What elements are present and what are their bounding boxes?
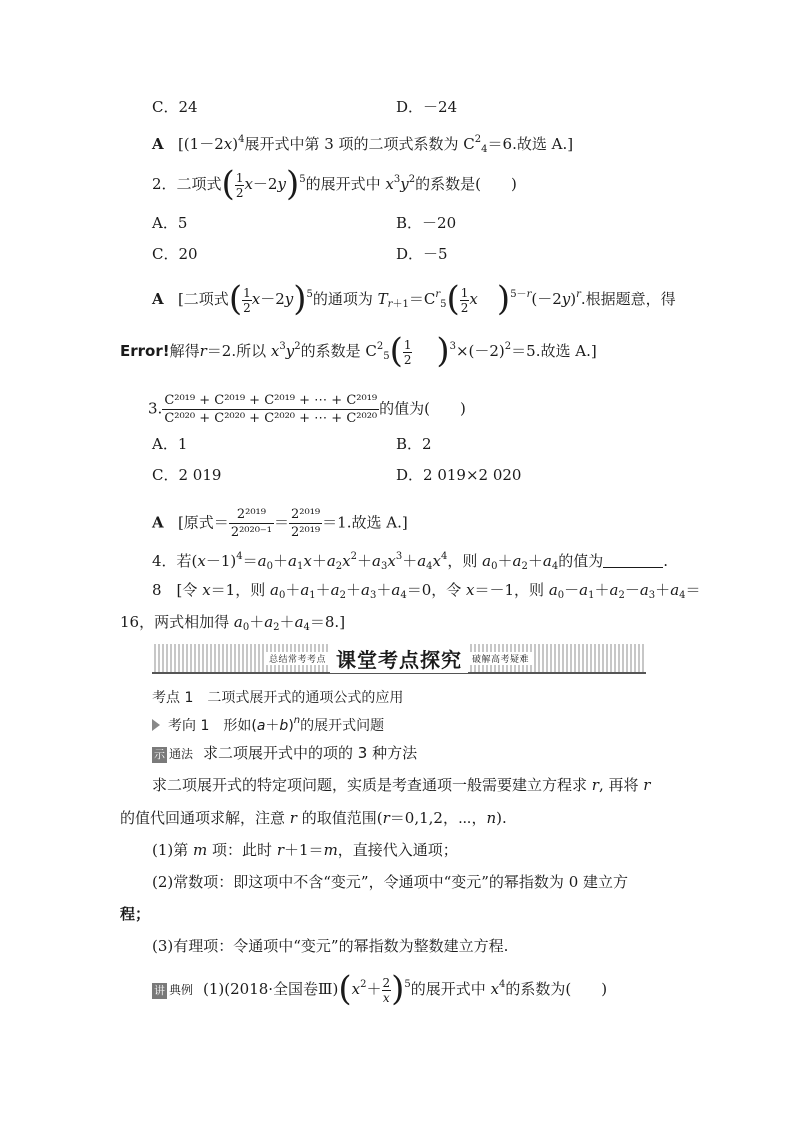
q2-answer-line1: A [二项式( $\frac{1}{2}$ x－2y)$^5$的通项为 $T_{r+1}=C^r_5$( $\frac{1}{2}$ x )$^{5-r}(-2y)^r$.根据题意，得 xyxy=(152,279,676,319)
example-line: 讲 典例 (1)(2018·全国卷$Ⅲ)(x^2+$ $\frac{2}{x}$ )$^5$的展开式中 $x^4$的系数为( ) xyxy=(154,969,608,1009)
option-c: C．24 xyxy=(152,98,198,116)
q3-option-b: B．2 xyxy=(396,435,432,453)
banner-right-text: 破解高考疑难 xyxy=(468,652,533,665)
q2-option-d: D．－5 xyxy=(396,245,448,263)
q3-option-d: D．2 019×2 020 xyxy=(396,466,522,484)
list-item-2-cont: 程； xyxy=(120,905,151,923)
q3-answer: A [原式＝ $\frac{\text{2²⁰¹⁹}}{\text{2²⁰²⁰⁻¹}}$ ＝ $\frac{\text{2²⁰¹⁹}}{\text{2²⁰¹⁹}}$ ＝1.故选 A.] xyxy=(152,507,408,540)
question-4: 4．若$(x-1)^4=a_0+a_1x+a_2x^2+a_3x^3+a_4x^4$，则 $a_0+a_2+a_4$的值为 . xyxy=(152,551,668,572)
list-item-1: (1)第 m 项：此时 r＋1＝m，直接代入通项； xyxy=(152,841,458,859)
q2-answer-line2: Error!解得r＝2.所以 $x^3y^2$的系数是 $C^2_5$( $\frac{1}{2}$ )$^3\times(-2)^2=5$.故选 A.] xyxy=(120,331,597,371)
method-heading: 示 通法 求二项展开式中的项的 3 种方法 xyxy=(154,744,418,762)
q2-option-b: B．－20 xyxy=(396,214,457,232)
section-title: 考点 1 二项式展开式的通项公式的应用 xyxy=(152,690,404,706)
subsection-title: 考向 1 形如$(a+b)^n$的展开式问题 xyxy=(152,711,384,736)
paragraph-1: 求二项展开式的特定项问题，实质是考查通项一般需要建立方程求 r, 再将 r xyxy=(152,776,651,794)
answer-blank xyxy=(603,553,663,568)
list-item-2: (2)常数项：即这项中不含“变元”，令通项中“变元”的幂指数为 0 建立方 xyxy=(152,873,629,891)
banner-left-text: 总结常考考点 xyxy=(265,652,330,665)
q4-answer-line2: 16，两式相加得 $a_0+a_2+a_4=8$.] xyxy=(120,613,346,633)
answer-1: A [$(1-2x)^4$展开式中第 3 项的二项式系数为 $C^2_4=6$.故选 A.] xyxy=(152,134,574,155)
example-tag-icon: 讲 xyxy=(154,984,165,997)
q2-option-c: C．20 xyxy=(152,245,198,263)
method-tag-icon: 示 xyxy=(154,748,165,761)
section-banner xyxy=(152,644,646,674)
banner-title: 课堂考点探究 xyxy=(330,644,468,673)
q4-answer-line1: 8 [令 x＝1，则 $a_0+a_1+a_2+a_3+a_4=0$，令 x＝－1，则 $a_0-a_1+a_2-a_3+a_4=$ xyxy=(152,581,701,601)
q3-option-c: C．2 019 xyxy=(152,466,222,484)
question-3: 3. $\frac{\text{C²⁰¹⁹ + C²⁰¹⁹ + C²⁰¹⁹ + ⋯ + C²⁰¹⁹}}{\text{C²⁰²⁰ + C²⁰²⁰ + C²⁰²⁰ + ⋯ + C²⁰²⁰}}$ 的值为( ) xyxy=(148,393,466,426)
q3-option-a: A．1 xyxy=(152,435,188,453)
paragraph-1-cont: 的值代回通项求解，注意 r 的取值范围(r＝0,1,2，⋯，n). xyxy=(120,809,507,827)
question-2: 2．二项式( $\frac{1}{2}$ x－2y)$^5$的展开式中 $x^3y^2$的系数是( ) xyxy=(152,164,517,204)
q2-option-a: A．5 xyxy=(152,214,188,232)
option-d: D．－24 xyxy=(396,98,458,116)
list-item-3: (3)有理项：令通项中“变元”的幂指数为整数建立方程. xyxy=(152,937,509,955)
triangle-arrow-icon xyxy=(152,719,160,731)
